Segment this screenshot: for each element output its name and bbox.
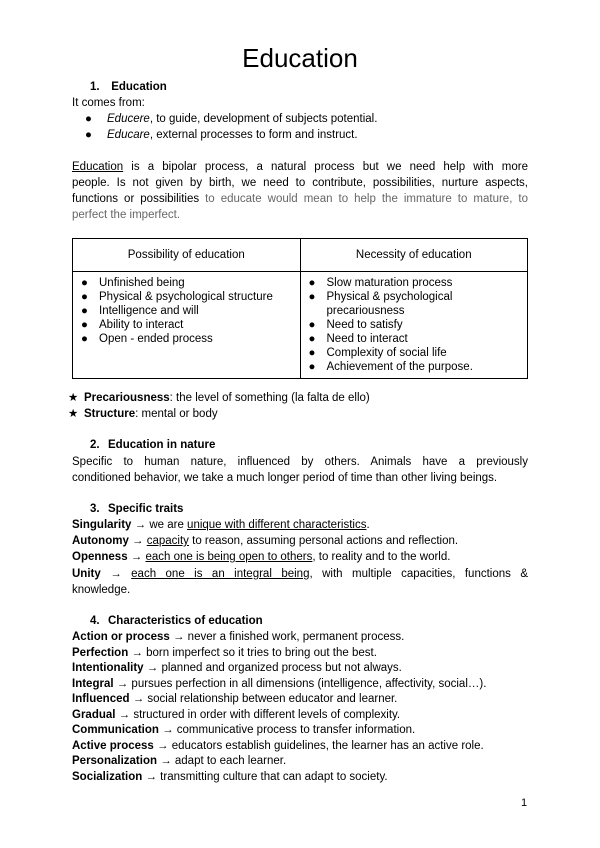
bullet-term: Educare [107,129,150,141]
list-item: ● Educare, external processes to form and instruct. [85,129,358,141]
list-item: ● Educere, to guide, development of subjects potential. [85,113,378,125]
section-1-paragraph: Education is a bipolar process, a natural process but we need help with more people. Is not given by birth, we need to contribute, possibilities, nurture aspects, functions or possibilities to educate would mean to help the immature to mature, to perfect the imperfect. [72,161,528,221]
table-list-item: ● Unfinished being [81,277,185,289]
table-header-necessity: Necessity of education [300,239,528,272]
section-1-heading [90,80,167,95]
trait-openness: Openness → each one is being open to others, to reality and to the world. [72,551,451,563]
bullet-icon: ● [85,113,92,125]
list-item: Active process → educators establish guidelines, the learner has an active role. [72,739,484,752]
table-list-item: ● Physical & psychological structure [81,291,273,303]
necessity-cell [300,272,528,379]
star-note: ★ Structure: mental or body [68,408,218,420]
table-header-possibility: Possibility of education [73,239,301,272]
table-list-item: ● Slow maturation process [308,277,453,289]
section-1-intro: It comes from: [72,97,145,109]
star-note: ★ Precariousness: the level of something (la falta de ello) [68,392,370,404]
page-number: 1 [521,797,528,809]
trait-unity: Unity → each one is an integral being, with multiple capacities, functions & knowledge. [72,568,529,596]
trait-singularity: Singularity → we are unique with different characteristics. [72,519,370,531]
table-list-item: ● Intelligence and will [81,305,199,317]
table-list-item: ● Complexity of social life [308,347,447,359]
list-item: Socialization → transmitting culture that can adapt to society. [72,770,388,783]
table-list-item: ● Ability to interact [81,319,184,331]
section-3-heading: 3. Specific traits [90,503,184,515]
section-2-heading: 2. Education in nature [90,439,216,451]
list-item: Intentionality → planned and organized process but not always. [72,662,402,674]
section-2-paragraph: Specific to human nature, influenced by others. Animals have a previously conditioned behavior, we take a much longer period of time than other living beings. [72,456,528,484]
table-list-item: ● Achievement of the purpose. [308,361,473,373]
education-table [72,238,528,379]
section-4-heading: 4. Characteristics of education [90,615,263,627]
possibility-cell [73,272,301,379]
list-item: Communication → communicative process to transfer information. [72,724,416,736]
list-item: Integral → pursues perfection in all dimensions (intelligence, affectivity, social…). [72,677,487,690]
table-list-item: ● Open - ended process [81,333,213,345]
list-item: Gradual → structured in order with different levels of complexity. [72,708,401,721]
table-list-item: ● Need to interact [308,333,408,345]
list-item: Perfection → born imperfect so it tries to bring out the best. [72,646,377,659]
page-title: Education [242,43,358,73]
star-icon: ★ [68,392,79,404]
list-item: Action or process → never a finished work, permanent process. [72,631,405,643]
star-icon: ★ [68,408,79,420]
list-item: Personalization → adapt to each learner. [72,755,287,767]
section-1-number: 1. [90,81,100,93]
trait-autonomy: Autonomy → capacity to reason, assuming personal actions and reflection. [72,535,459,547]
table-list-item: ● Physical & psychological precariousness [308,291,453,317]
bullet-icon: ● [85,129,92,141]
list-item: Influenced → social relationship between educator and learner. [72,693,398,705]
bullet-term: Educere [107,113,150,125]
education-term: Education [72,161,124,173]
table-list-item: ● Need to satisfy [308,319,403,331]
section-1-title: Education [111,81,167,93]
